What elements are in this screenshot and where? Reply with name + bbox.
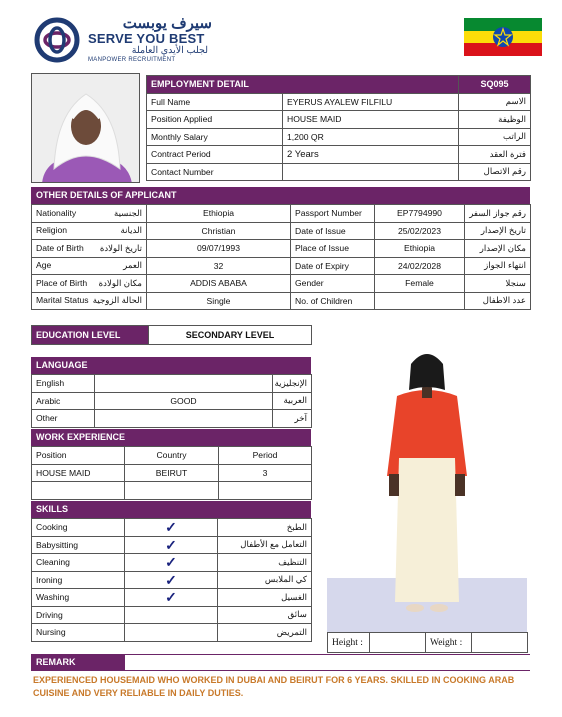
field-label-arabic: فترة العقد [459,146,531,164]
details-row [32,240,531,258]
detail-label-arabic: مكان الإصدار [465,240,531,258]
skill-row [32,536,312,554]
work-col-header: Period [219,447,312,465]
checkmark-icon: ✓ [165,571,177,588]
logo-knot-icon [32,17,82,63]
skill-label-arabic: سائق [218,606,312,624]
field-label: Monthly Salary [147,128,283,146]
details-row [32,292,531,310]
height-value [370,633,426,653]
detail-label: Age العمر [32,257,147,275]
detail-label: Date of Issue [291,222,375,240]
language-row [32,392,312,410]
language-label-arabic: آخر [273,410,312,428]
measurements-table [327,632,528,653]
field-label-arabic: الراتب [459,128,531,146]
nationality-value: Ethiopia [147,205,291,223]
detail-label: Passport Number [291,205,375,223]
employment-title: EMPLOYMENT DETAIL [147,76,459,94]
brand-arabic: سيرف يوبست [122,15,212,32]
skill-label-arabic: الغسيل [218,589,312,607]
detail-label: Place of Issue [291,240,375,258]
skills-header: SKILLS [31,501,311,518]
brand-arabic-sub: لجلب الأيدي العاملة [131,45,208,56]
date-of-issue-value: 25/02/2023 [375,222,465,240]
work-country [125,482,219,500]
employment-row [147,111,531,129]
employment-row [147,128,531,146]
work-period [219,482,312,500]
language-table [31,374,312,428]
details-row [32,275,531,293]
contact-number-value [283,163,459,181]
full-name-value: EYERUS AYALEW FILFILU [283,93,459,111]
skill-check-cell [125,571,218,589]
field-label: Full Name [147,93,283,111]
position-value: HOUSE MAID [283,111,459,129]
place-of-birth-value: ADDIS ABABA [147,275,291,293]
skill-label: Driving [32,606,125,624]
employment-detail-table [146,75,531,181]
skills-table [31,518,312,642]
english-level-value [95,375,273,393]
contract-period-value: 2 Years [283,146,459,164]
skill-check-cell [125,606,218,624]
skill-check-cell [125,536,218,554]
field-label: Contact Number [147,163,283,181]
detail-label: No. of Children [291,292,375,310]
work-country: BEIRUT [125,464,219,482]
gender-value: Female [375,275,465,293]
brand-tagline: MANPOWER RECRUITMENT [88,57,176,63]
remark-text: EXPERIENCED HOUSEMAID WHO WORKED IN DUBAI AND BEIRUT FOR 6 YEARS. SKILLED IN COOKING ARAB CUISINE AND VERY RELIABLE IN DAILY DUTIES. [33,675,515,698]
work-position [32,482,125,500]
skill-label-arabic: كي الملابس [218,571,312,589]
checkmark-icon: ✓ [165,554,177,571]
detail-label: Date of Expiry [291,257,375,275]
weight-value [472,633,528,653]
education-value: SECONDARY LEVEL [149,326,312,345]
remark-title: REMARK [31,655,125,670]
detail-label: Nationality الجنسية [32,205,147,223]
field-label-arabic: الاسم [459,93,531,111]
education-label: EDUCATION LEVEL [32,326,149,345]
detail-label-arabic: عدد الاطفال [465,292,531,310]
work-row [32,482,312,500]
skill-row [32,624,312,642]
detail-label-arabic: سنجلا [465,275,531,293]
work-row [32,464,312,482]
details-row [32,257,531,275]
employment-row [147,93,531,111]
field-label: Contract Period [147,146,283,164]
work-col-header: Country [125,447,219,465]
skill-check-cell [125,554,218,572]
language-row [32,375,312,393]
field-label: Position Applied [147,111,283,129]
applicant-photo-fullbody [327,326,527,632]
passport-number-value: EP7794990 [375,205,465,223]
height-label: Height : [328,633,370,653]
employment-row [147,146,531,164]
language-label: Arabic [32,392,95,410]
details-row [32,222,531,240]
language-label: Other [32,410,95,428]
skill-row [32,519,312,537]
skill-check-cell [125,519,218,537]
detail-label: Gender [291,275,375,293]
detail-label: Date of Birth تاريخ الولادة [32,240,147,258]
language-label-arabic: الإنجليزية [273,375,312,393]
brand-english: SERVE YOU BEST [88,31,205,46]
employment-header [147,76,531,94]
details-row [32,205,531,223]
language-row [32,410,312,428]
other-language-value [95,410,273,428]
skill-label: Babysitting [32,536,125,554]
date-of-birth-value: 09/07/1993 [147,240,291,258]
skill-label: Washing [32,589,125,607]
flag-star-icon [492,26,514,48]
religion-value: Christian [147,222,291,240]
skill-row [32,554,312,572]
field-label-arabic: رقم الاتصال [459,163,531,181]
other-details-table [31,204,531,310]
date-of-expiry-value: 24/02/2028 [375,257,465,275]
work-period: 3 [219,464,312,482]
skill-label: Ironing [32,571,125,589]
ethiopia-flag [464,18,542,56]
place-of-issue-value: Ethiopia [375,240,465,258]
skill-label: Cleaning [32,554,125,572]
detail-label: Place of Birth مكان الولادة [32,275,147,293]
skill-check-cell [125,589,218,607]
skill-label: Cooking [32,519,125,537]
arabic-level-value: GOOD [95,392,273,410]
language-label: English [32,375,95,393]
remark-header-bar [31,654,530,671]
language-label-arabic: العربية [273,392,312,410]
detail-label: Religion الديانة [32,222,147,240]
skill-row [32,589,312,607]
age-value: 32 [147,257,291,275]
skill-check-cell [125,624,218,642]
checkmark-icon: ✓ [165,519,177,536]
language-header: LANGUAGE [31,357,311,374]
work-experience-table [31,446,312,500]
checkmark-icon: ✓ [165,589,177,606]
detail-label-arabic: رقم جواز السفر [465,205,531,223]
work-col-header: Position [32,447,125,465]
children-value [375,292,465,310]
other-details-header: OTHER DETAILS OF APPLICANT [31,187,530,204]
skill-label-arabic: التنظيف [218,554,312,572]
skill-row [32,571,312,589]
checkmark-icon: ✓ [165,536,177,553]
skill-label-arabic: التمريض [218,624,312,642]
skill-label: Nursing [32,624,125,642]
work-position: HOUSE MAID [32,464,125,482]
marital-status-value: Single [147,292,291,310]
company-logo [32,14,212,66]
reference-code: SQ095 [459,76,531,94]
education-table [31,325,312,345]
work-header-row [32,447,312,465]
applicant-photo-portrait [31,73,140,183]
skill-label-arabic: التعامل مع الأطفال [218,536,312,554]
salary-value: 1,200 QR [283,128,459,146]
detail-label-arabic: تاريخ الإصدار [465,222,531,240]
work-experience-header: WORK EXPERIENCE [31,429,311,446]
detail-label-arabic: انتهاء الجواز [465,257,531,275]
skill-row [32,606,312,624]
detail-label: Marital Status الحالة الزوجية [32,292,147,310]
field-label-arabic: الوظيفة [459,111,531,129]
weight-label: Weight : [426,633,472,653]
skill-label-arabic: الطبخ [218,519,312,537]
employment-row [147,163,531,181]
